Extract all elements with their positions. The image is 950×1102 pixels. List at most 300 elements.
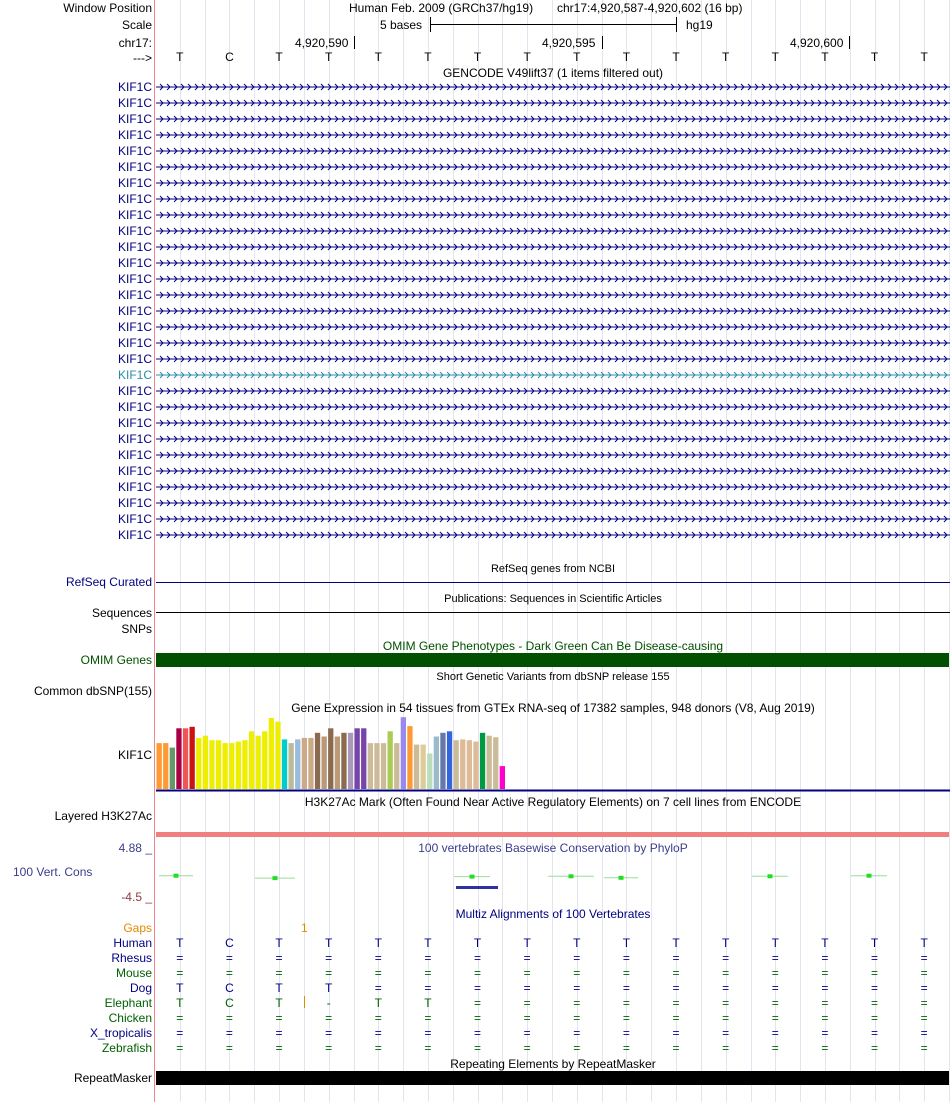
gencode-transcript-intron[interactable]: [156, 162, 950, 172]
aligned-base: =: [325, 1011, 333, 1025]
tick-mark-3: [849, 36, 850, 49]
multiz-species-row: [0, 936, 950, 950]
aligned-base: =: [474, 981, 482, 995]
position-text: chr17:4,920,587-4,920,602 (16 bp): [557, 1, 743, 15]
multiz-species-row: [0, 1011, 950, 1025]
aligned-base: =: [374, 981, 382, 995]
gtex-tissue-bar: [480, 733, 485, 789]
repeatmasker-element-bar[interactable]: [156, 1071, 949, 1085]
base-letter: T: [424, 50, 432, 64]
refseq-gene-line[interactable]: [156, 582, 950, 583]
aligned-base: T: [374, 996, 382, 1010]
multiz-species-label[interactable]: Mouse: [115, 966, 152, 980]
tick-label-2: 4,920,595: [542, 36, 596, 50]
aligned-base: =: [573, 951, 581, 965]
gencode-transcript-label[interactable]: KIF1C: [117, 176, 152, 190]
gencode-transcript-label[interactable]: KIF1C: [117, 368, 152, 382]
gtex-tissue-bar: [203, 736, 208, 789]
gencode-transcript-intron[interactable]: [156, 274, 950, 284]
gtex-tissue-bar: [209, 740, 214, 789]
aligned-base: =: [771, 981, 779, 995]
aligned-base: =: [424, 951, 432, 965]
aligned-base: C: [225, 981, 234, 995]
publications-track-label[interactable]: Sequences: [91, 606, 152, 620]
aligned-base: T: [374, 936, 382, 950]
aligned-base: T: [176, 936, 184, 950]
gtex-expression-chart[interactable]: [156, 715, 950, 792]
aligned-base: =: [225, 1026, 233, 1040]
multiz-species-row: [0, 1041, 950, 1055]
gencode-transcript-intron[interactable]: [156, 434, 950, 444]
gtex-tissue-bar: [394, 743, 399, 789]
scale-bar-right-tick: [676, 17, 677, 32]
gencode-transcript-label[interactable]: KIF1C: [117, 240, 152, 254]
aligned-base: T: [672, 936, 680, 950]
aligned-base: T: [870, 936, 879, 950]
h3k27ac-track-title: H3K27Ac Mark (Often Found Near Active Regulatory Elements) on 7 cell lines from ENCODE: [304, 795, 802, 809]
assembly-text: Human Feb. 2009 (GRCh37/hg19): [349, 1, 534, 15]
base-letter: T: [821, 50, 829, 64]
repeatmasker-track-title: Repeating Elements by RepeatMasker: [450, 1057, 656, 1071]
window-position-label: Window Position: [63, 1, 152, 15]
gtex-tissue-bar: [236, 742, 241, 789]
aligned-base: =: [821, 996, 829, 1010]
gtex-tissue-bar: [355, 728, 360, 789]
aligned-base: =: [920, 1011, 928, 1025]
dbsnp-track-label[interactable]: Common dbSNP(155): [33, 684, 152, 698]
gencode-transcript-label[interactable]: KIF1C: [117, 224, 152, 238]
gtex-tissue-bar: [249, 731, 254, 789]
aligned-base: =: [424, 1026, 432, 1040]
base-letter: T: [275, 50, 283, 64]
aligned-base: =: [523, 981, 531, 995]
aligned-base: =: [672, 1041, 680, 1055]
gencode-transcript-label[interactable]: KIF1C: [117, 448, 152, 462]
aligned-base: C: [225, 996, 234, 1010]
aligned-base: T: [771, 936, 779, 950]
gtex-tissue-bar: [282, 739, 287, 789]
aligned-base: =: [622, 996, 630, 1010]
aligned-base: C: [225, 936, 234, 950]
aligned-base: =: [573, 996, 581, 1010]
aligned-base: T: [573, 936, 581, 950]
gtex-tissue-bar: [421, 745, 426, 789]
gencode-transcript-label[interactable]: KIF1C: [117, 208, 152, 222]
chrom-label: chr17:: [118, 36, 152, 50]
gtex-tissue-bar: [388, 731, 393, 789]
aligned-base: =: [176, 1041, 184, 1055]
conservation-ymax: 4.88 _: [118, 841, 152, 855]
aligned-base: =: [374, 1011, 382, 1025]
aligned-base: =: [176, 966, 184, 980]
aligned-base: =: [722, 951, 730, 965]
aligned-base: -: [326, 996, 331, 1010]
gencode-transcript-intron[interactable]: [156, 386, 950, 396]
aligned-base: =: [225, 1011, 233, 1025]
gencode-track-title: GENCODE V49lift37 (1 items filtered out): [442, 66, 664, 80]
aligned-base: T: [176, 981, 184, 995]
omim-gene-bar[interactable]: [156, 653, 949, 667]
gtex-tissue-bar: [454, 740, 459, 789]
aligned-base: =: [920, 996, 928, 1010]
scale-bar: [430, 24, 677, 25]
aligned-base: =: [672, 1026, 680, 1040]
aligned-base: =: [424, 1011, 432, 1025]
gtex-tissue-bar: [368, 743, 373, 789]
gtex-tissue-bar: [407, 726, 412, 789]
aligned-base: T: [821, 936, 829, 950]
conservation-chart[interactable]: [156, 855, 950, 905]
gtex-tissue-bar: [401, 717, 406, 789]
aligned-base: =: [871, 1026, 879, 1040]
aligned-base: =: [275, 966, 283, 980]
gencode-transcript-label[interactable]: KIF1C: [117, 320, 152, 334]
multiz-species-label[interactable]: X_tropicalis: [89, 1026, 152, 1040]
gencode-transcript-intron[interactable]: [156, 226, 950, 236]
gtex-tissue-bar: [295, 739, 300, 789]
aligned-base: =: [275, 1041, 283, 1055]
gtex-tissue-bar: [374, 743, 379, 789]
aligned-base: T: [523, 936, 531, 950]
multiz-species-label[interactable]: Elephant: [104, 996, 152, 1010]
aligned-base: =: [821, 966, 829, 980]
conservation-score-mark: [273, 876, 278, 880]
aligned-base: =: [225, 966, 233, 980]
multiz-species-label[interactable]: Rhesus: [111, 951, 152, 965]
aligned-base: =: [871, 996, 879, 1010]
aligned-base: =: [622, 951, 630, 965]
aligned-base: =: [622, 1026, 630, 1040]
aligned-base: =: [523, 1041, 531, 1055]
gencode-transcript-label[interactable]: KIF1C: [117, 432, 152, 446]
aligned-base: T: [325, 936, 333, 950]
gencode-transcript-label[interactable]: KIF1C: [117, 464, 152, 478]
aligned-base: =: [474, 1011, 482, 1025]
multiz-species-row: [0, 966, 950, 980]
gencode-transcript-label[interactable]: KIF1C: [117, 528, 152, 542]
aligned-base: T: [275, 981, 283, 995]
aligned-base: =: [275, 951, 283, 965]
gtex-tissue-bar: [229, 743, 234, 789]
gencode-transcript-label[interactable]: KIF1C: [117, 336, 152, 350]
aligned-base: =: [821, 981, 829, 995]
gencode-transcript-intron[interactable]: [156, 338, 950, 348]
aligned-base: =: [622, 1011, 630, 1025]
conservation-track-label[interactable]: 100 Vert. Cons: [13, 865, 93, 879]
gencode-transcript-intron[interactable]: [156, 306, 950, 316]
gtex-tissue-bar: [289, 743, 294, 789]
conservation-score-mark: [174, 874, 179, 878]
gtex-tissue-bar: [308, 738, 313, 789]
conservation-track-title: 100 vertebrates Basewise Conservation by PhyloP: [418, 841, 688, 855]
gtex-tissue-bar: [302, 738, 307, 789]
base-letter: C: [225, 50, 234, 64]
publications-line[interactable]: [156, 612, 950, 613]
aligned-base: =: [225, 951, 233, 965]
aligned-base: T: [622, 936, 631, 950]
aligned-base: =: [771, 951, 779, 965]
gencode-transcript-label[interactable]: KIF1C: [117, 128, 152, 142]
gencode-transcript-intron[interactable]: [156, 242, 950, 252]
gencode-transcript-intron[interactable]: [156, 418, 950, 428]
aligned-base: T: [424, 996, 432, 1010]
aligned-base: =: [374, 966, 382, 980]
aligned-base: =: [871, 1041, 879, 1055]
aligned-base: T: [473, 936, 482, 950]
refseq-track-title: RefSeq genes from NCBI: [490, 563, 616, 575]
gencode-transcript-intron[interactable]: [156, 146, 950, 156]
gencode-transcript-intron[interactable]: [156, 98, 950, 108]
conservation-ymin: -4.5 _: [121, 890, 152, 904]
gtex-tissue-bar: [487, 736, 492, 789]
conservation-score-mark: [619, 876, 624, 880]
gtex-tissue-bar: [440, 733, 445, 789]
aligned-base: =: [920, 966, 928, 980]
gencode-transcript-label[interactable]: KIF1C: [117, 384, 152, 398]
aligned-base: =: [275, 1011, 283, 1025]
multiz-species-label[interactable]: Dog: [129, 981, 152, 995]
gencode-transcript-label[interactable]: KIF1C: [117, 96, 152, 110]
tick-label-3: 4,920,600: [790, 36, 844, 50]
aligned-base: =: [325, 1026, 333, 1040]
gtex-tissue-bar: [361, 728, 366, 789]
scale-bar-left-tick: [430, 17, 431, 32]
aligned-base: =: [325, 951, 333, 965]
multiz-species-label[interactable]: Human: [113, 936, 152, 950]
gtex-track-label[interactable]: KIF1C: [117, 748, 152, 762]
base-letter: T: [473, 50, 482, 64]
multiz-species-row: [0, 996, 950, 1010]
tick-label-1: 4,920,590: [295, 36, 349, 50]
gencode-transcript-label[interactable]: KIF1C: [117, 256, 152, 270]
aligned-base: =: [573, 1026, 581, 1040]
gtex-tissue-bar: [242, 740, 247, 789]
gtex-tissue-bar: [176, 728, 181, 789]
gencode-transcript-label[interactable]: KIF1C: [117, 304, 152, 318]
base-letter: T: [870, 50, 879, 64]
gtex-tissue-bar: [269, 718, 274, 789]
h3k27ac-signal-bar[interactable]: [156, 832, 949, 837]
gencode-transcript-intron[interactable]: [156, 210, 950, 220]
gencode-transcript-intron[interactable]: [156, 258, 950, 268]
gencode-transcript-label[interactable]: KIF1C: [117, 160, 152, 174]
aligned-base: =: [275, 1026, 283, 1040]
gtex-track-title: Gene Expression in 54 tissues from GTEx RNA-seq of 17382 samples, 948 donors (V8, Aug 2019): [291, 701, 815, 715]
tick-mark-2: [602, 36, 603, 49]
gencode-transcript-intron[interactable]: [156, 482, 950, 492]
aligned-base: =: [176, 1026, 184, 1040]
omim-track-title: OMIM Gene Phenotypes - Dark Green Can Be Disease-causing: [382, 639, 724, 653]
gencode-transcript-label[interactable]: KIF1C: [117, 512, 152, 526]
gencode-transcript-label[interactable]: KIF1C: [117, 112, 152, 126]
base-letter: T: [325, 50, 333, 64]
gencode-transcript-intron[interactable]: [156, 322, 950, 332]
gtex-tissue-bar: [163, 743, 168, 789]
aligned-base: =: [722, 996, 730, 1010]
aligned-base: =: [871, 951, 879, 965]
gencode-transcript-intron[interactable]: [156, 466, 950, 476]
repeatmasker-track-label[interactable]: RepeatMasker: [73, 1071, 152, 1085]
multiz-species-row: [0, 981, 950, 995]
gencode-transcript-intron[interactable]: [156, 130, 950, 140]
gencode-transcript-label[interactable]: KIF1C: [117, 80, 152, 94]
h3k27ac-track-label[interactable]: Layered H3K27Ac: [54, 809, 152, 823]
gap-count: 1: [301, 921, 308, 935]
aligned-base: =: [672, 1011, 680, 1025]
base-letter: T: [771, 50, 779, 64]
aligned-base: =: [622, 1041, 630, 1055]
gencode-transcript-intron[interactable]: [156, 178, 950, 188]
gencode-transcript-intron[interactable]: [156, 194, 950, 204]
gtex-tissue-bar: [315, 733, 320, 789]
base-letter: T: [573, 50, 581, 64]
multiz-species-row: [0, 1026, 950, 1040]
gtex-tissue-bar: [414, 745, 419, 789]
multiz-species-row: [0, 951, 950, 965]
aligned-base: =: [771, 966, 779, 980]
gtex-tissue-bar: [190, 727, 195, 789]
conservation-score-mark: [569, 874, 574, 878]
gtex-tissue-bar: [500, 766, 505, 789]
gtex-tissue-bar: [348, 733, 353, 789]
aligned-base: =: [176, 951, 184, 965]
gencode-transcript-label[interactable]: KIF1C: [117, 272, 152, 286]
gtex-tissue-bar: [467, 740, 472, 789]
aligned-base: T: [325, 981, 333, 995]
conservation-score-mark: [867, 874, 872, 878]
aligned-base: =: [722, 1026, 730, 1040]
gtex-tissue-bar: [493, 737, 498, 789]
gencode-transcript-intron[interactable]: [156, 290, 950, 300]
aligned-base: =: [920, 981, 928, 995]
aligned-base: =: [672, 966, 680, 980]
gtex-tissue-bar: [434, 737, 439, 790]
aligned-base: =: [722, 966, 730, 980]
aligned-base: =: [523, 996, 531, 1010]
gtex-tissue-bar: [447, 731, 452, 789]
aligned-base: =: [871, 981, 879, 995]
gtex-tissue-bar: [328, 728, 333, 789]
base-sequence: [0, 50, 950, 64]
gtex-tissue-bar: [196, 738, 201, 789]
aligned-base: =: [176, 1011, 184, 1025]
base-letter: T: [176, 50, 184, 64]
strand-label: --->: [133, 51, 152, 65]
base-letter: T: [523, 50, 531, 64]
gtex-tissue-bar: [322, 737, 327, 790]
aligned-base: =: [424, 1041, 432, 1055]
gencode-transcript-intron[interactable]: [156, 354, 950, 364]
aligned-base: T: [176, 996, 184, 1010]
aligned-base: =: [722, 981, 730, 995]
aligned-base: =: [871, 1011, 879, 1025]
base-letter: T: [672, 50, 680, 64]
aligned-base: =: [374, 1041, 382, 1055]
scale-db: hg19: [686, 18, 713, 32]
aligned-base: =: [771, 1026, 779, 1040]
gencode-transcript-intron[interactable]: [156, 514, 950, 524]
gencode-transcript-label[interactable]: KIF1C: [117, 400, 152, 414]
gencode-transcript-intron[interactable]: [156, 114, 950, 124]
conservation-score-mark: [768, 874, 773, 878]
aligned-base: =: [424, 966, 432, 980]
aligned-base: =: [771, 996, 779, 1010]
aligned-base: =: [474, 951, 482, 965]
gencode-transcript-intron[interactable]: [156, 82, 950, 92]
aligned-base: =: [573, 981, 581, 995]
gtex-tissue-bar: [381, 743, 386, 789]
omim-track-label[interactable]: OMIM Genes: [80, 653, 152, 667]
aligned-base: =: [225, 1041, 233, 1055]
aligned-base: =: [722, 1011, 730, 1025]
aligned-base: =: [325, 1041, 333, 1055]
aligned-base: =: [821, 1011, 829, 1025]
aligned-base: =: [920, 1041, 928, 1055]
aligned-base: =: [821, 1041, 829, 1055]
gencode-transcript-intron[interactable]: [156, 370, 950, 380]
aligned-base: =: [920, 951, 928, 965]
gtex-tissue-bar: [275, 722, 280, 789]
aligned-base: =: [722, 1041, 730, 1055]
gtex-tissue-bar: [223, 743, 228, 789]
tick-mark-1: [354, 36, 355, 49]
multiz-track-title: Multiz Alignments of 100 Vertebrates: [455, 907, 651, 921]
aligned-base: =: [622, 981, 630, 995]
gtex-tissue-bar: [341, 733, 346, 789]
gencode-transcript-intron[interactable]: [156, 498, 950, 508]
gencode-transcript-label[interactable]: KIF1C: [117, 192, 152, 206]
base-letter: T: [920, 50, 928, 64]
gtex-tissue-bar: [335, 737, 340, 790]
aligned-base: =: [871, 966, 879, 980]
gencode-transcript-label[interactable]: KIF1C: [117, 352, 152, 366]
aligned-base: =: [573, 1011, 581, 1025]
conservation-score-mark: [470, 875, 475, 879]
base-letter: T: [374, 50, 382, 64]
gencode-transcript-label[interactable]: KIF1C: [117, 496, 152, 510]
multiz-species-label[interactable]: Zebrafish: [101, 1041, 152, 1055]
gtex-tissue-bar: [427, 754, 432, 790]
gencode-transcript-label[interactable]: KIF1C: [117, 480, 152, 494]
aligned-base: =: [474, 1026, 482, 1040]
gtex-tissue-bar: [157, 743, 162, 789]
aligned-base: =: [672, 951, 680, 965]
snps-track-label[interactable]: SNPs: [121, 622, 152, 636]
gtex-tissue-bar: [256, 736, 261, 789]
aligned-base: =: [672, 981, 680, 995]
gencode-transcript-intron[interactable]: [156, 402, 950, 412]
aligned-base: =: [821, 1026, 829, 1040]
aligned-base: T: [275, 996, 283, 1010]
gtex-tissue-bar: [473, 742, 478, 789]
aligned-base: =: [374, 951, 382, 965]
gencode-transcript-label[interactable]: KIF1C: [117, 416, 152, 430]
multiz-species-label[interactable]: Chicken: [108, 1011, 152, 1025]
gencode-transcript-label[interactable]: KIF1C: [117, 288, 152, 302]
aligned-base: T: [722, 936, 730, 950]
gencode-transcript-intron[interactable]: [156, 450, 950, 460]
gencode-transcript-intron[interactable]: [156, 530, 950, 540]
aligned-base: =: [523, 1011, 531, 1025]
gtex-tissue-bar: [170, 748, 175, 789]
gtex-tissue-bar: [262, 731, 267, 789]
gencode-transcript-label[interactable]: KIF1C: [117, 144, 152, 158]
publications-track-title: Publications: Sequences in Scientific Articles: [444, 593, 662, 605]
aligned-base: =: [573, 966, 581, 980]
aligned-base: =: [523, 1026, 531, 1040]
conservation-negative-mark: [456, 886, 498, 889]
refseq-track-label[interactable]: RefSeq Curated: [65, 575, 152, 589]
